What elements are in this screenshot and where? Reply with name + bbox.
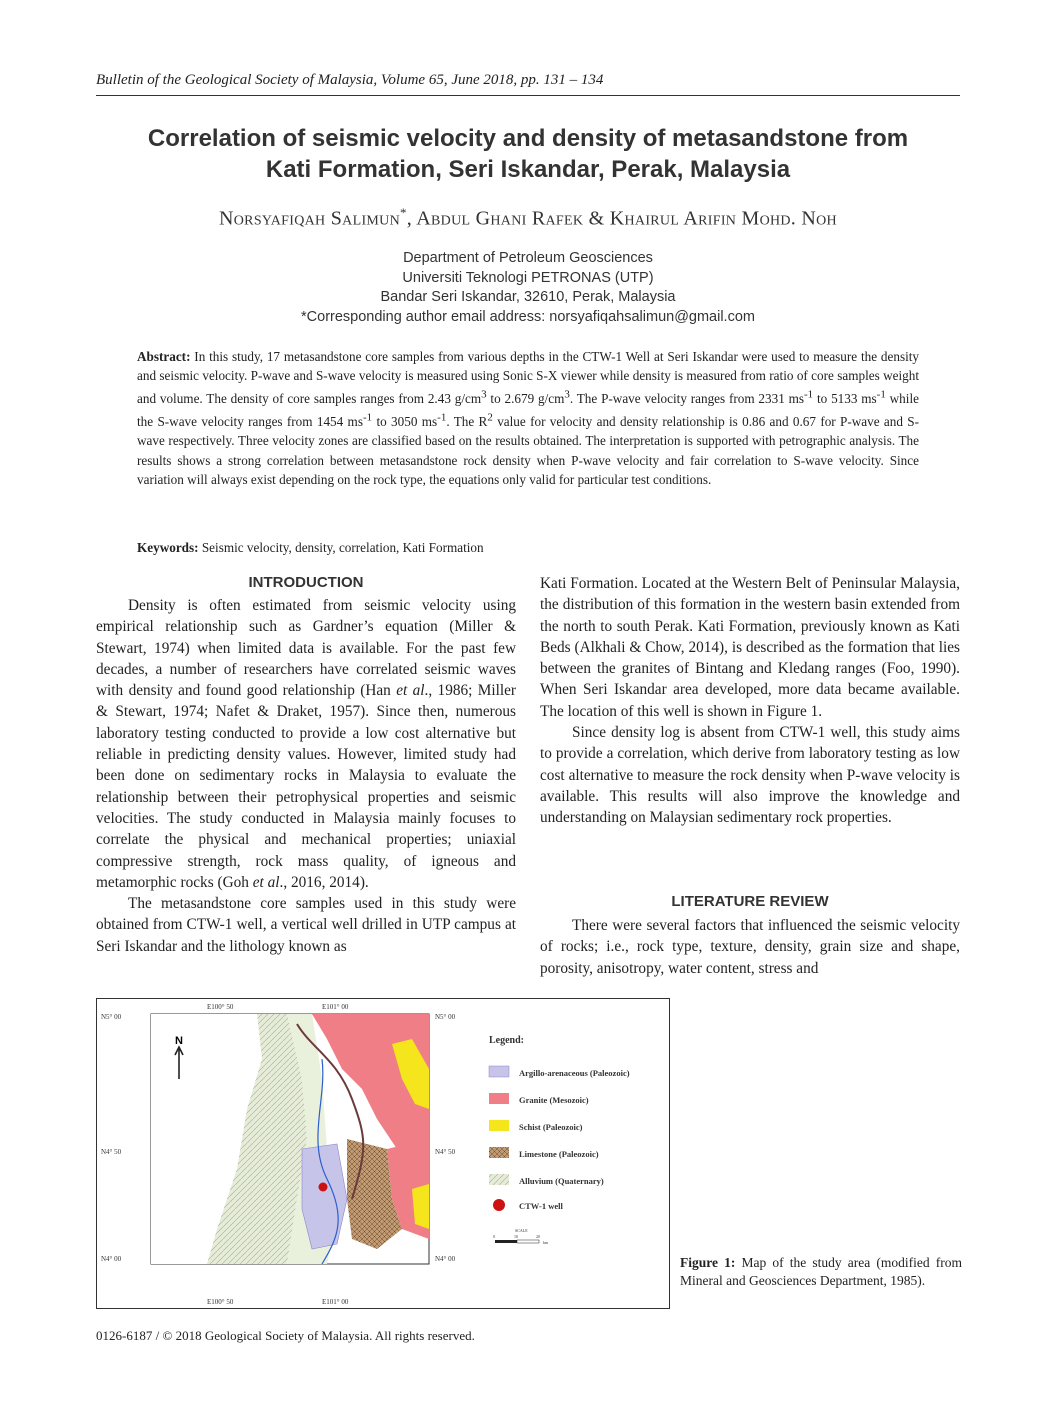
- scale-segment: [495, 1240, 517, 1243]
- author-3: Khairul Arifin Mohd. Noh: [609, 207, 837, 230]
- figure-caption: [680, 1254, 962, 1289]
- abstract: [137, 347, 919, 490]
- legend-swatch: [489, 1093, 509, 1104]
- intro-paragraph-1: Density is often estimated from seismic velocity using empirical relationship such as Gardner’s equation (Miller & Stewart, 1974) when limited data is available. For the past few decades, a number of researchers have correlated seismic waves with density and found good relationship (Han et al., 1986; Miller & Stewart, 1974; Nafet & Draket, 1957). Since then, numerous laboratory testing conducted to provide a low cost alternative but reliable in predicting density values. However, limited study had been done on sedimentary rocks in Malaysia to evaluate the relationship between their petrophysical properties and seismic velocities. The study conducted in Malaysia mainly focuses to correlate the physical and mechanical properties; uniaxial compressive strength, rock mass quality, of igneous and metamorphic rocks (Goh et al., 2016, 2014).: [96, 597, 516, 891]
- legend-label: Limestone (Paleozoic): [519, 1149, 599, 1159]
- corresponding-email: *Corresponding author email address: norsyafiqahsalimun@gmail.com: [301, 308, 755, 325]
- paper-title: [96, 123, 960, 185]
- legend-item-well: [493, 1199, 563, 1211]
- figure-caption-label: Figure 1:: [680, 1255, 736, 1270]
- keywords: [137, 540, 919, 556]
- legend-label: Schist (Paleozoic): [519, 1122, 583, 1132]
- legend-label: Argillo-arenaceous (Paleozoic): [519, 1068, 630, 1078]
- legend-item-schist: [489, 1120, 583, 1132]
- legend-swatch: [489, 1120, 509, 1131]
- legend-label: Granite (Mesozoic): [519, 1095, 589, 1105]
- legend-swatch: [489, 1147, 509, 1158]
- coord-label: E101° 00: [322, 1298, 349, 1306]
- author-2: Abdul Ghani Rafek: [416, 207, 584, 230]
- legend-swatch: [489, 1066, 509, 1077]
- literature-paragraph-1: There were several factors that influenced the seismic velocity of rocks; i.e., rock type, texture, density, grain size and shape, porosity, anisotropy, water content, stress and: [540, 917, 960, 977]
- journal-header: Bulletin of the Geological Society of Malaysia, Volume 65, June 2018, pp. 131 – 134: [96, 72, 604, 88]
- keywords-label: Keywords:: [137, 540, 199, 555]
- legend-label: Alluvium (Quaternary): [519, 1176, 604, 1186]
- scale-label: SCALE: [515, 1228, 528, 1233]
- title-line-1: Correlation of seismic velocity and density of metasandstone from: [147, 125, 909, 152]
- author-separator: ,: [406, 207, 417, 230]
- copyright-footer: 0126-6187 / © 2018 Geological Society of Malaysia. All rights reserved.: [96, 1328, 475, 1343]
- coord-label: N4° 50: [101, 1148, 122, 1156]
- legend-title: Legend:: [489, 1035, 524, 1046]
- author-separator: &: [583, 207, 610, 230]
- intro-paragraph-2-continued: Kati Formation. Located at the Western Belt of Peninsular Malaysia, the distribution of this formation in the western basin extended from the north to south Perak. Kati Formation, previously known as Kati Beds (Alkhali & Chow, 2014), is described as the formation that lies between the granites of Bintang and Kledang ranges (Foo, 1990). When Seri Iskandar area developed, more data became available. The location of this well is shown in Figure 1.: [540, 575, 960, 720]
- scale-segment: [517, 1240, 539, 1243]
- title-line-2: Kati Formation, Seri Iskandar, Perak, Malaysia: [265, 156, 791, 183]
- figure-1-map: [96, 998, 670, 1309]
- legend-item-argillo: [489, 1066, 630, 1078]
- legend-item-alluvium: [489, 1174, 604, 1186]
- legend-item-granite: [489, 1093, 589, 1105]
- coord-label: N5° 00: [435, 1013, 456, 1021]
- affiliation-university: Universiti Teknologi PETRONAS (UTP): [402, 269, 654, 286]
- author-list: [96, 205, 960, 231]
- literature-column: [540, 915, 960, 979]
- affiliation-address: Bandar Seri Iskandar, 32610, Perak, Malaysia: [380, 289, 676, 305]
- coord-label: N4° 00: [435, 1255, 456, 1263]
- coord-label: E101° 00: [322, 1003, 349, 1011]
- coord-label: N4° 00: [101, 1255, 122, 1263]
- coord-label: E100° 50: [207, 1298, 234, 1306]
- affiliation: [96, 249, 960, 327]
- legend-swatch: [489, 1174, 509, 1185]
- author-1: Norsyafiqah Salimun: [219, 207, 400, 230]
- north-label: N: [175, 1035, 183, 1047]
- affiliation-department: Department of Petroleum Geosciences: [403, 250, 653, 266]
- coord-label: N5° 00: [101, 1013, 122, 1021]
- scale-tick: 20: [536, 1234, 540, 1239]
- coord-label: N4° 50: [435, 1148, 456, 1156]
- keywords-text: Seismic velocity, density, correlation, Kati Formation: [201, 540, 484, 555]
- right-column: [540, 573, 960, 829]
- coord-label: E100° 50: [207, 1003, 234, 1011]
- intro-paragraph-2: The metasandstone core samples used in this study were obtained from CTW-1 well, a vertical well drilled in UTP campus at Seri Iskandar and the lithology known as: [96, 895, 516, 955]
- geological-map: [97, 999, 669, 1308]
- scale-tick: 10: [514, 1234, 518, 1239]
- left-column: [96, 595, 516, 957]
- header-rule: [96, 95, 960, 96]
- scale-bar: [493, 1228, 549, 1245]
- figure-caption-text: Map of the study area (modified from Mineral and Geosciences Department, 1985).: [680, 1255, 962, 1288]
- abstract-text: In this study, 17 metasandstone core samples from various depths in the CTW-1 Well at Seri Iskandar were used to measure the density and seismic velocity. P-wave and S-wave velocity is measured using Sonic S-X viewer while density is measured from ratio of core samples weight and volume. The density of core samples ranges from 2.43 $g/cm^3$ to 2.679 $g/cm^3$. The P-wave velocity ranges from 2331 $ms^{-1}$ to 5133 $ms^{-1}$ while the S-wave velocity ranges from 1454 $ms^{-1}$ to 3050 $ms^{-1}$. The $R^2$ value for velocity and density relationship is 0.86 and 0.67 for P-wave and S-wave respectively. Three velocity zones are classified based on the results obtained. The interpretation is supported with petrographic analysis. The results shows a strong correlation between metasandstone rock density when P-wave velocity and fair correlation to S-wave velocity. Since variation will always exist depending on the rock type, the equations only valid for particular test conditions.: [137, 349, 920, 488]
- scale-unit: km: [543, 1240, 549, 1245]
- legend-item-limestone: [489, 1147, 599, 1159]
- abstract-label: Abstract:: [137, 349, 191, 364]
- legend-label: CTW-1 well: [519, 1201, 563, 1211]
- scale-tick: 0: [493, 1234, 495, 1239]
- intro-paragraph-3: Since density log is absent from CTW-1 well, this study aims to provide a correlation, which derive from laboratory testing as low cost alternative to measure the rock density when P-wave velocity is available. This results will also improve the knowledge and understanding on Malaysian sedimentary rock properties.: [540, 724, 960, 827]
- literature-review-heading: LITERATURE REVIEW: [671, 893, 829, 910]
- ctw-1-well-marker: [319, 1183, 328, 1192]
- introduction-heading: INTRODUCTION: [248, 574, 364, 591]
- legend-well-icon: [493, 1199, 505, 1211]
- corresponding-mark: *: [399, 205, 407, 220]
